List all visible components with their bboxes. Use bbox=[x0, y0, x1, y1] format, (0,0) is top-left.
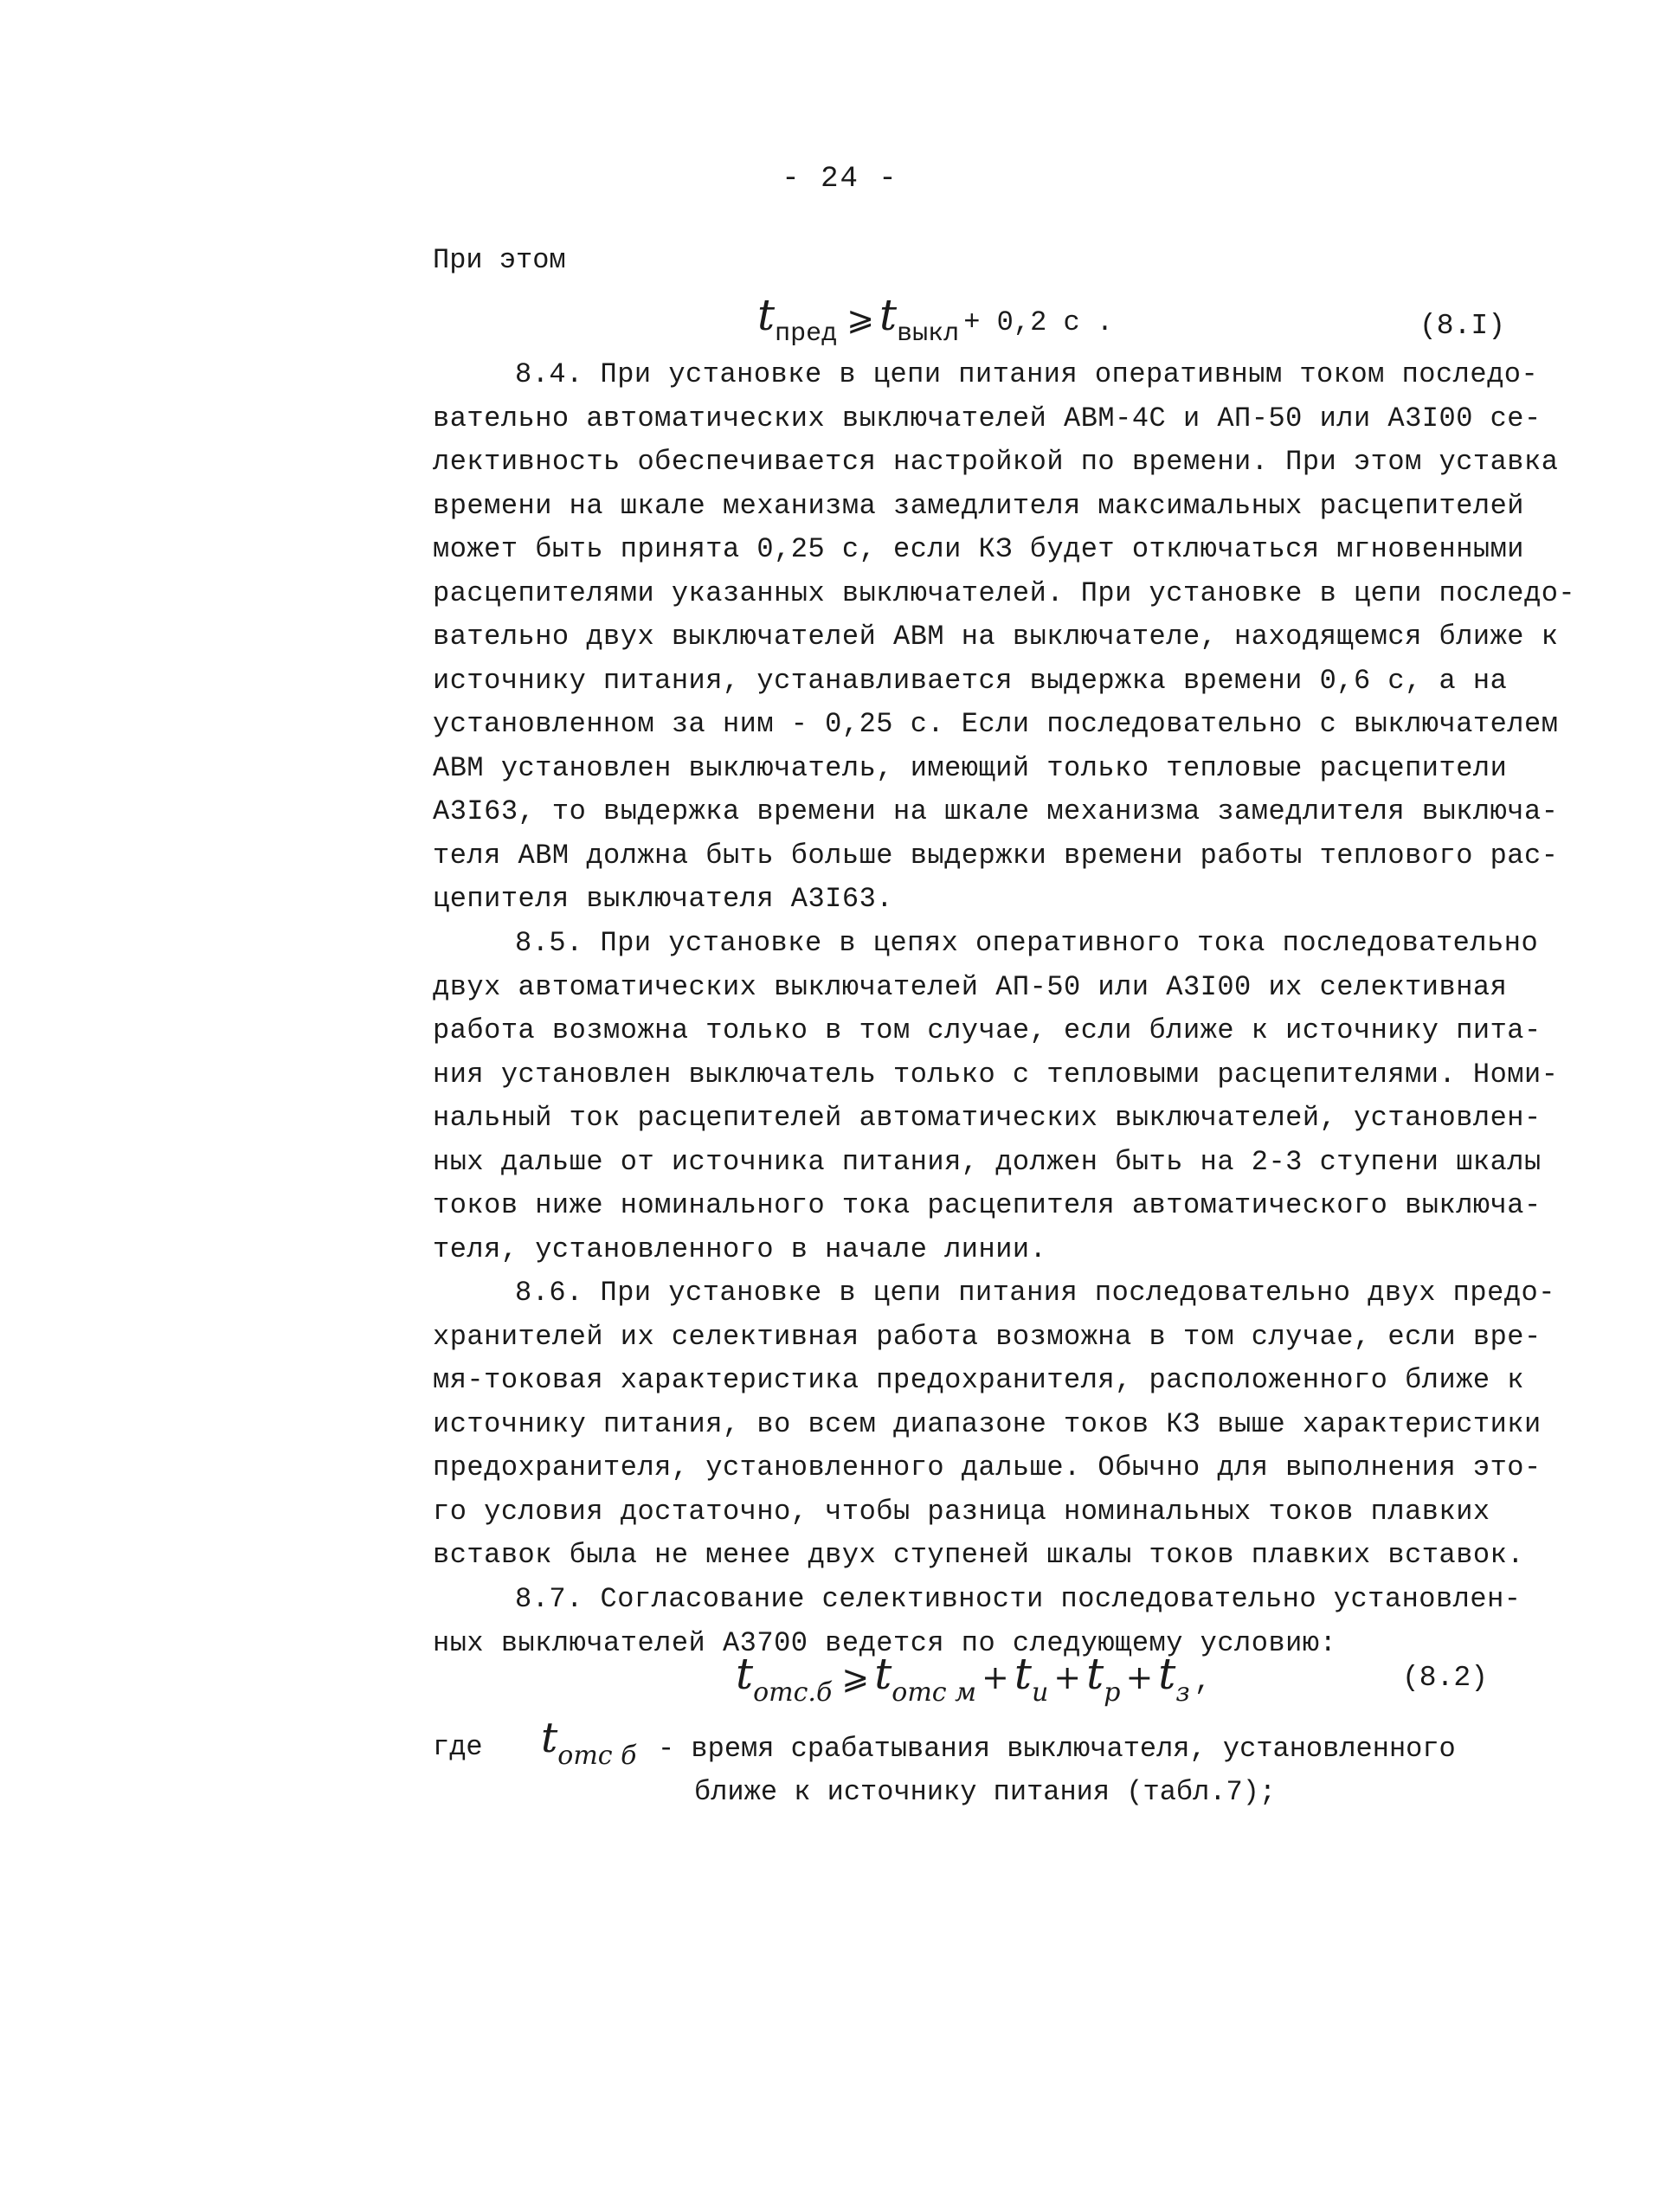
formula-symbol-t: t bbox=[874, 1649, 892, 1699]
paragraph-line: лективность обеспечивается настройкой по времени. При этом уставка bbox=[433, 446, 1559, 478]
formula-symbol-t: t bbox=[757, 290, 776, 340]
paragraph-line: АВМ установлен выключатель, имеющий только тепловые расцепители bbox=[433, 751, 1508, 784]
formula-symbol-t: t bbox=[1014, 1649, 1032, 1699]
paragraph-line: двух автоматических выключателей АП-50 или А3I00 их селективная bbox=[433, 970, 1508, 1003]
paragraph-line: токов ниже номинального тока расцепителя автоматического выключа- bbox=[433, 1189, 1542, 1221]
formula-relation: ⩾ bbox=[841, 1658, 870, 1696]
paragraph-line: вательно двух выключателей АВМ на выключателе, находящемся ближе к bbox=[433, 621, 1559, 653]
formula-tail: + 0,2 с . bbox=[963, 306, 1114, 338]
paragraph-line: предохранителя, установленного дальше. Обычно для выполнения это- bbox=[433, 1451, 1542, 1483]
formula-subscript: и bbox=[1031, 1677, 1049, 1708]
equation-number-8-2: (8.2) bbox=[1402, 1662, 1489, 1694]
paragraph-line: 8.4. При установке в цепи питания оперативным током последо- bbox=[515, 358, 1539, 390]
where-label: где bbox=[433, 1731, 483, 1763]
paragraph-8-6 bbox=[433, 1271, 1610, 1578]
formula-subscript: выкл bbox=[897, 319, 960, 349]
paragraph-line: установленном за ним - 0,25 с. Если последовательно с выключателем bbox=[433, 708, 1559, 740]
paragraph-line: цепителя выключателя А3I63. bbox=[433, 883, 893, 915]
paragraph-line: А3I63, то выдержка времени на шкале механизма замедлителя выключа- bbox=[433, 795, 1559, 827]
formula-tail: , bbox=[1194, 1665, 1212, 1697]
formula-8-1 bbox=[757, 290, 1113, 349]
formula-8-2 bbox=[736, 1649, 1211, 1708]
paragraph-line: теля, установленного в начале линии. bbox=[433, 1232, 1047, 1265]
formula-plus: + bbox=[1125, 1658, 1154, 1696]
formula-subscript: р bbox=[1104, 1677, 1121, 1708]
formula-plus: + bbox=[1053, 1658, 1082, 1696]
paragraph-line: 8.7. Согласование селективности последовательно установлен- bbox=[515, 1583, 1522, 1615]
formula-subscript: отс м bbox=[891, 1677, 977, 1708]
paragraph-line: расцепителями указанных выключателей. При установке в цепи последо- bbox=[433, 576, 1576, 609]
paragraph-line: времени на шкале механизма замедлителя максимальных расцепителей bbox=[433, 489, 1524, 522]
paragraph-line: теля АВМ должна быть больше выдержки времени работы теплового рас- bbox=[433, 839, 1559, 872]
paragraph-line: источнику питания, устанавливается выдержка времени 0,6 с, а на bbox=[433, 664, 1508, 697]
formula-subscript: з bbox=[1175, 1677, 1190, 1708]
paragraph-line: го условия достаточно, чтобы разница номинальных токов плавких bbox=[433, 1495, 1490, 1528]
formula-subscript: пред bbox=[775, 319, 838, 349]
equation-number-8-1: (8.I) bbox=[1419, 310, 1506, 342]
paragraph-8-5 bbox=[433, 922, 1610, 1271]
paragraph-line: ных дальше от источника питания, должен быть на 2-3 ступени шкалы bbox=[433, 1145, 1542, 1178]
where-description-line: ближе к источнику питания (табл.7); bbox=[694, 1776, 1277, 1808]
paragraph-line: 8.6. При установке в цепи питания последовательно двух предо- bbox=[515, 1277, 1555, 1309]
formula-subscript: отс б bbox=[557, 1741, 637, 1771]
paragraph-8-4 bbox=[433, 353, 1610, 922]
paragraph-line: хранителей их селективная работа возможна в том случае, если вре- bbox=[433, 1320, 1542, 1353]
formula-symbol-t: t bbox=[541, 1714, 558, 1762]
paragraph-line: вательно автоматических выключателей АВМ-4С и АП-50 или А3I00 се- bbox=[433, 402, 1542, 434]
formula-symbol-t: t bbox=[736, 1649, 754, 1699]
lead-text: При этом bbox=[433, 244, 566, 276]
paragraph-line: источнику питания, во всем диапазоне токов КЗ выше характеристики bbox=[433, 1407, 1542, 1440]
paragraph-line: ных выключателей А3700 ведется по следующему условию: bbox=[433, 1626, 1337, 1659]
where-symbol bbox=[541, 1714, 636, 1771]
paragraph-line: ния установлен выключатель только с тепловыми расцепителями. Номи- bbox=[433, 1058, 1559, 1091]
page-number: - 24 - bbox=[782, 163, 898, 196]
formula-subscript: отс.б bbox=[753, 1677, 833, 1708]
where-description bbox=[658, 1728, 1456, 1814]
formula-symbol-t: t bbox=[879, 290, 898, 340]
paragraph-line: нальный ток расцепителей автоматических выключателей, установлен- bbox=[433, 1102, 1542, 1134]
formula-plus: + bbox=[982, 1658, 1009, 1696]
paragraph-line: может быть принята 0,25 с, если КЗ будет отключаться мгновенными bbox=[433, 533, 1524, 565]
formula-symbol-t: t bbox=[1086, 1649, 1104, 1699]
paragraph-line: вставок была не менее двух ступеней шкалы токов плавких вставок. bbox=[433, 1539, 1524, 1571]
paragraph-line: мя-токовая характеристика предохранителя, расположенного ближе к bbox=[433, 1364, 1524, 1396]
paragraph-line: работа возможна только в том случае, если ближе к источнику пита- bbox=[433, 1014, 1542, 1046]
paragraph-line: 8.5. При установке в цепях оперативного тока последовательно bbox=[515, 927, 1539, 959]
formula-symbol-t: t bbox=[1158, 1649, 1176, 1699]
formula-relation: ⩾ bbox=[846, 299, 875, 338]
where-description-line: - время срабатывания выключателя, установленного bbox=[658, 1733, 1456, 1765]
